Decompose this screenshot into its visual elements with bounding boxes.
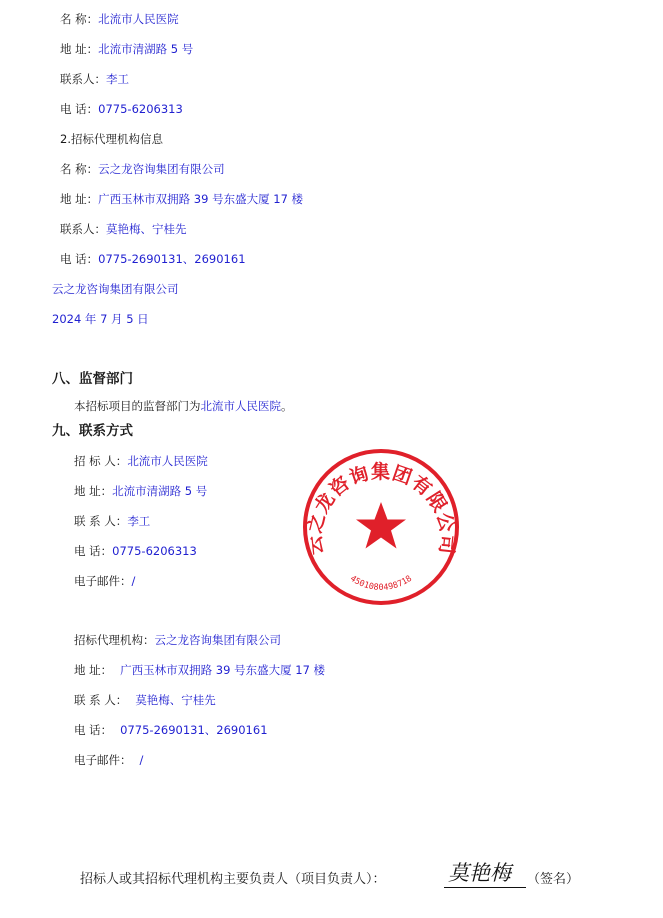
- tenderer-phone: 0775-6206313: [98, 102, 183, 116]
- label: 联 系 人：: [74, 693, 128, 707]
- section-8-text: [74, 399, 293, 413]
- contact-agency-name: 云之龙咨询集团有限公司: [154, 633, 281, 647]
- agency-address-row-2: [74, 663, 325, 677]
- contact-tenderer-name: 北流市人民医院: [127, 454, 208, 468]
- contact-address-row: [74, 484, 207, 498]
- label: 联 系 人：: [74, 514, 128, 528]
- tenderer-contact: 李工: [106, 72, 129, 86]
- agency-name: 云之龙咨询集团有限公司: [98, 162, 225, 176]
- agency-phone: 0775-2690131、2690161: [98, 252, 246, 266]
- label: 电 话：: [74, 723, 113, 737]
- text-suffix: 。: [281, 399, 293, 413]
- label: 地 址：: [74, 663, 113, 677]
- tenderer-phone-row: [60, 102, 183, 116]
- label: 地 址：: [60, 192, 99, 206]
- agency-contact-2: 莫艳梅、宁桂先: [135, 693, 216, 707]
- contact-tenderer-row: [74, 454, 208, 468]
- signature-suffix: （签名）: [527, 872, 580, 887]
- label: 电子邮件：: [74, 574, 132, 588]
- seal-star-icon: [356, 502, 406, 549]
- label: 电 话：: [60, 252, 99, 266]
- agency-address: 广西玉林市双拥路 39 号东盛大厦 17 楼: [98, 192, 304, 206]
- tenderer-name: 北流市人民医院: [98, 12, 179, 26]
- agency-email-row-2: [74, 753, 143, 767]
- signature-underline: [444, 887, 526, 888]
- label: 联系人：: [60, 222, 106, 236]
- section-8-heading: 八、监督部门: [52, 371, 133, 387]
- label: 地 址：: [74, 484, 113, 498]
- agency-contact-row-2: [74, 693, 216, 707]
- label: 招 标 人：: [74, 454, 128, 468]
- contact-email-row: [74, 574, 135, 588]
- svg-text:莫艳梅: 莫艳梅: [448, 861, 511, 885]
- agency-name-row: [60, 162, 225, 176]
- agency-phone-row-2: [74, 723, 268, 737]
- label: 招标代理机构：: [74, 633, 155, 647]
- label: 电子邮件：: [74, 753, 132, 767]
- agency-phone-row: [60, 252, 246, 266]
- supervisor-name: 北流市人民医院: [200, 399, 281, 413]
- tenderer-address-row: [60, 42, 193, 56]
- label: 电 话：: [60, 102, 99, 116]
- handwritten-signature: [444, 852, 536, 892]
- agency-contact-row: [60, 222, 187, 236]
- label: 联系人：: [60, 72, 106, 86]
- agency-info-heading: 2.招标代理机构信息: [60, 132, 163, 146]
- label: 名 称：: [60, 162, 99, 176]
- company-seal: [300, 446, 462, 608]
- section-9-heading: 九、联系方式: [52, 423, 133, 439]
- contact-phone-row: [74, 544, 197, 558]
- tenderer-contact-row: [60, 72, 129, 86]
- contact-person: 李工: [127, 514, 151, 528]
- contact-address: 北流市清湖路 5 号: [112, 484, 208, 498]
- seal-number-text: 4501080498718: [348, 573, 414, 593]
- tenderer-address: 北流市清湖路 5 号: [98, 42, 194, 56]
- label: 电 话：: [74, 544, 113, 558]
- agency-address-row: [60, 192, 303, 206]
- seal-company-text: 云之龙咨询集团有限公司: [303, 461, 459, 556]
- agency-phone-2: 0775-2690131、2690161: [120, 723, 268, 737]
- agency-address-2: 广西玉林市双拥路 39 号东盛大厦 17 楼: [120, 663, 326, 677]
- contact-phone: 0775-6206313: [112, 544, 197, 558]
- agency-email-2: /: [139, 753, 144, 767]
- text-prefix: 本招标项目的监督部门为: [74, 399, 201, 413]
- label: 地 址：: [60, 42, 99, 56]
- contact-agency-row: [74, 633, 281, 647]
- contact-person-row: [74, 514, 150, 528]
- agency-contact: 莫艳梅、宁桂先: [106, 222, 187, 236]
- document-date: 2024 年 7 月 5 日: [52, 312, 149, 326]
- tenderer-name-row: [60, 12, 179, 26]
- signer-company: 云之龙咨询集团有限公司: [52, 282, 179, 296]
- contact-email: /: [131, 574, 136, 588]
- signature-label: 招标人或其招标代理机构主要负责人（项目负责人）：: [80, 872, 386, 887]
- label: 名 称：: [60, 12, 99, 26]
